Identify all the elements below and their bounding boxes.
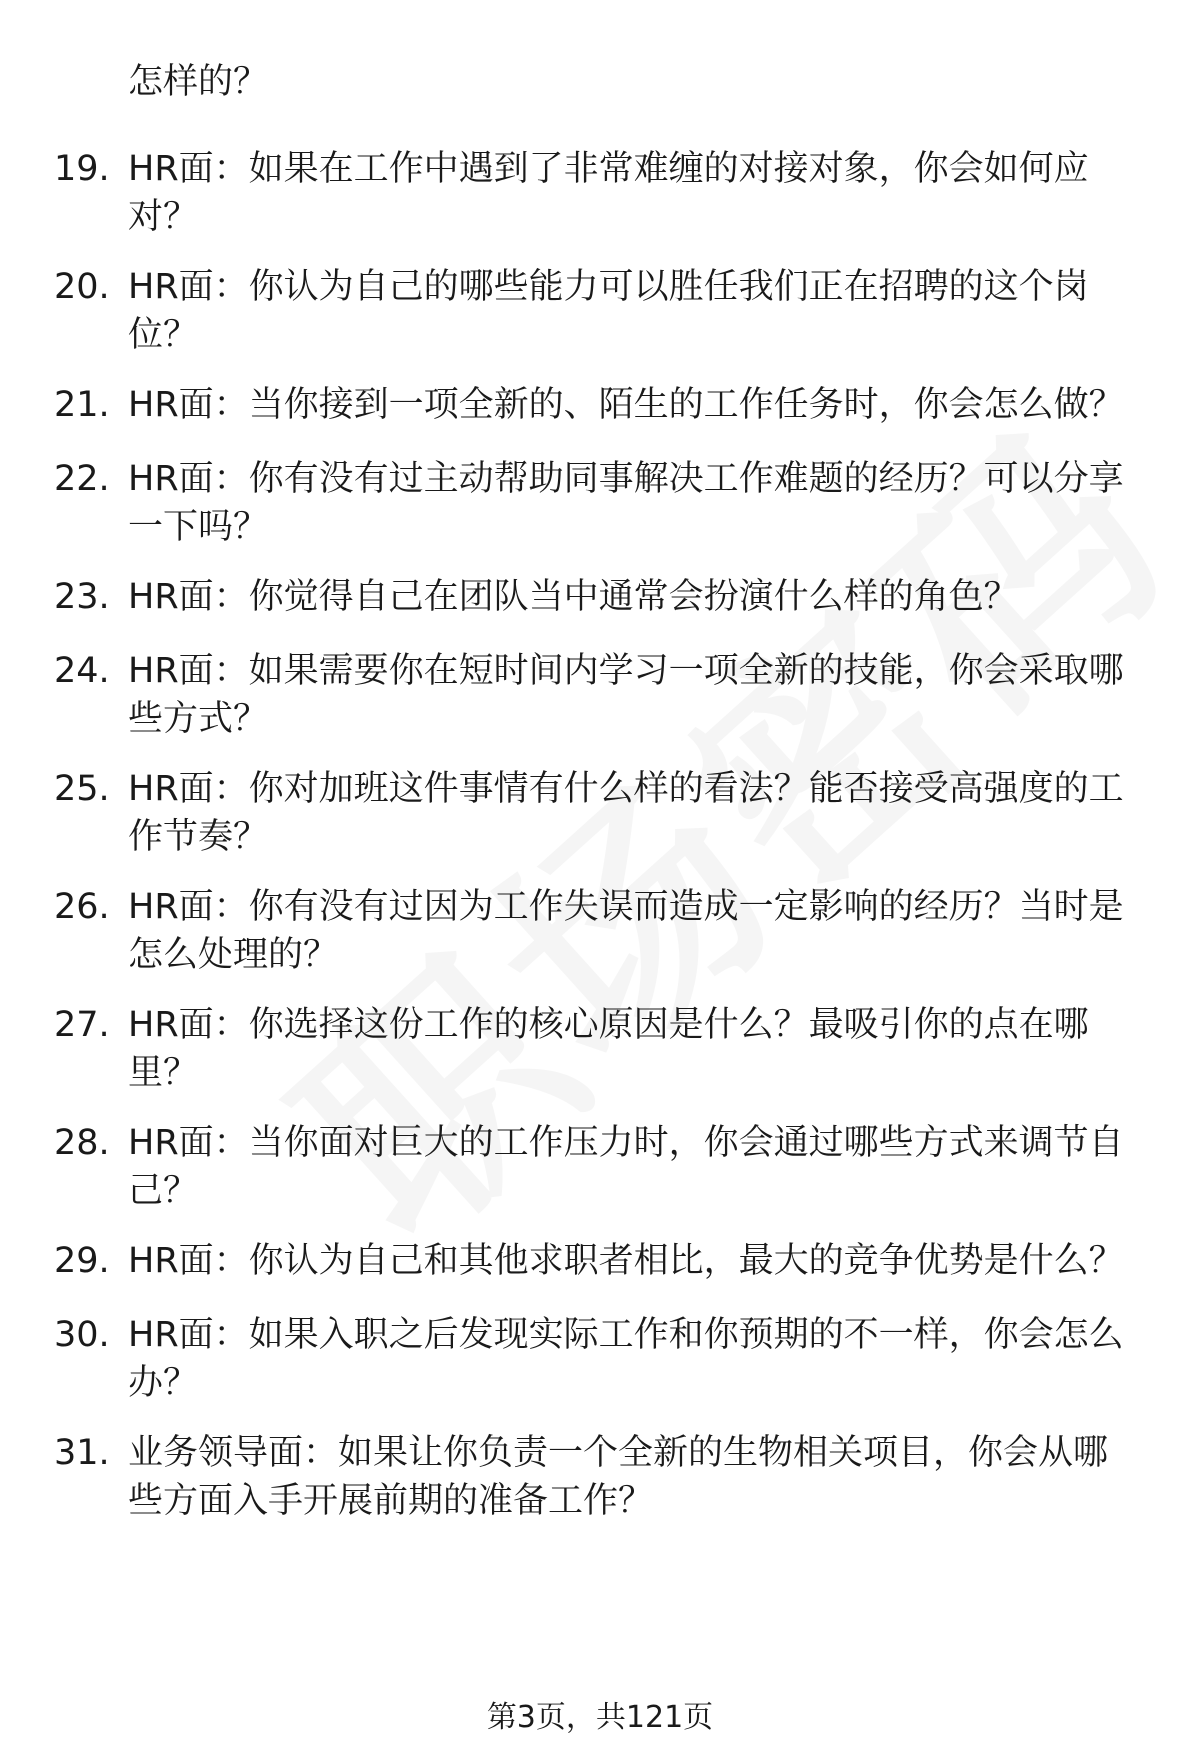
question-text: HR面：你有没有过主动帮助同事解决工作难题的经历？可以分享 一下吗？	[128, 459, 1124, 547]
question-number: 24.	[54, 651, 110, 691]
question-text: HR面：你认为自己和其他求职者相比，最大的竞争优势是什么？	[128, 1241, 1124, 1281]
previous-question-continuation: 怎样的？	[128, 62, 269, 102]
question-number: 23.	[54, 577, 110, 617]
question-number: 31.	[54, 1433, 110, 1473]
question-number: 28.	[54, 1123, 110, 1163]
page-footer: 第3页，共121页	[486, 1700, 714, 1735]
question-text: HR面：当你面对巨大的工作压力时，你会通过哪些方式来调节自 己？	[128, 1123, 1124, 1211]
question-number: 19.	[54, 149, 110, 189]
question-text: HR面：如果在工作中遇到了非常难缠的对接对象，你会如何应 对？	[128, 149, 1089, 237]
question-text: 业务领导面：如果让你负责一个全新的生物相关项目，你会从哪 些方面入手开展前期的准备工作？	[128, 1433, 1109, 1521]
question-number: 25.	[54, 769, 110, 809]
question-text: HR面：你选择这份工作的核心原因是什么？最吸引你的点在哪 里？	[128, 1005, 1089, 1093]
question-number: 22.	[54, 459, 110, 499]
question-text: HR面：你认为自己的哪些能力可以胜任我们正在招聘的这个岗 位？	[128, 267, 1089, 355]
question-text: HR面：如果入职之后发现实际工作和你预期的不一样，你会怎么 办？	[128, 1315, 1124, 1403]
question-text: HR面：当你接到一项全新的、陌生的工作任务时，你会怎么做？	[128, 385, 1124, 425]
question-number: 30.	[54, 1315, 110, 1355]
question-number: 27.	[54, 1005, 110, 1045]
question-text: HR面：你有没有过因为工作失误而造成一定影响的经历？当时是 怎么处理的？	[128, 887, 1124, 975]
question-number: 20.	[54, 267, 110, 307]
question-text: HR面：如果需要你在短时间内学习一项全新的技能，你会采取哪 些方式？	[128, 651, 1124, 739]
question-text: HR面：你觉得自己在团队当中通常会扮演什么样的角色？	[128, 577, 1019, 617]
question-number: 26.	[54, 887, 110, 927]
question-number: 21.	[54, 385, 110, 425]
question-number: 29.	[54, 1241, 110, 1281]
question-text: HR面：你对加班这件事情有什么样的看法？能否接受高强度的工 作节奏？	[128, 769, 1124, 857]
